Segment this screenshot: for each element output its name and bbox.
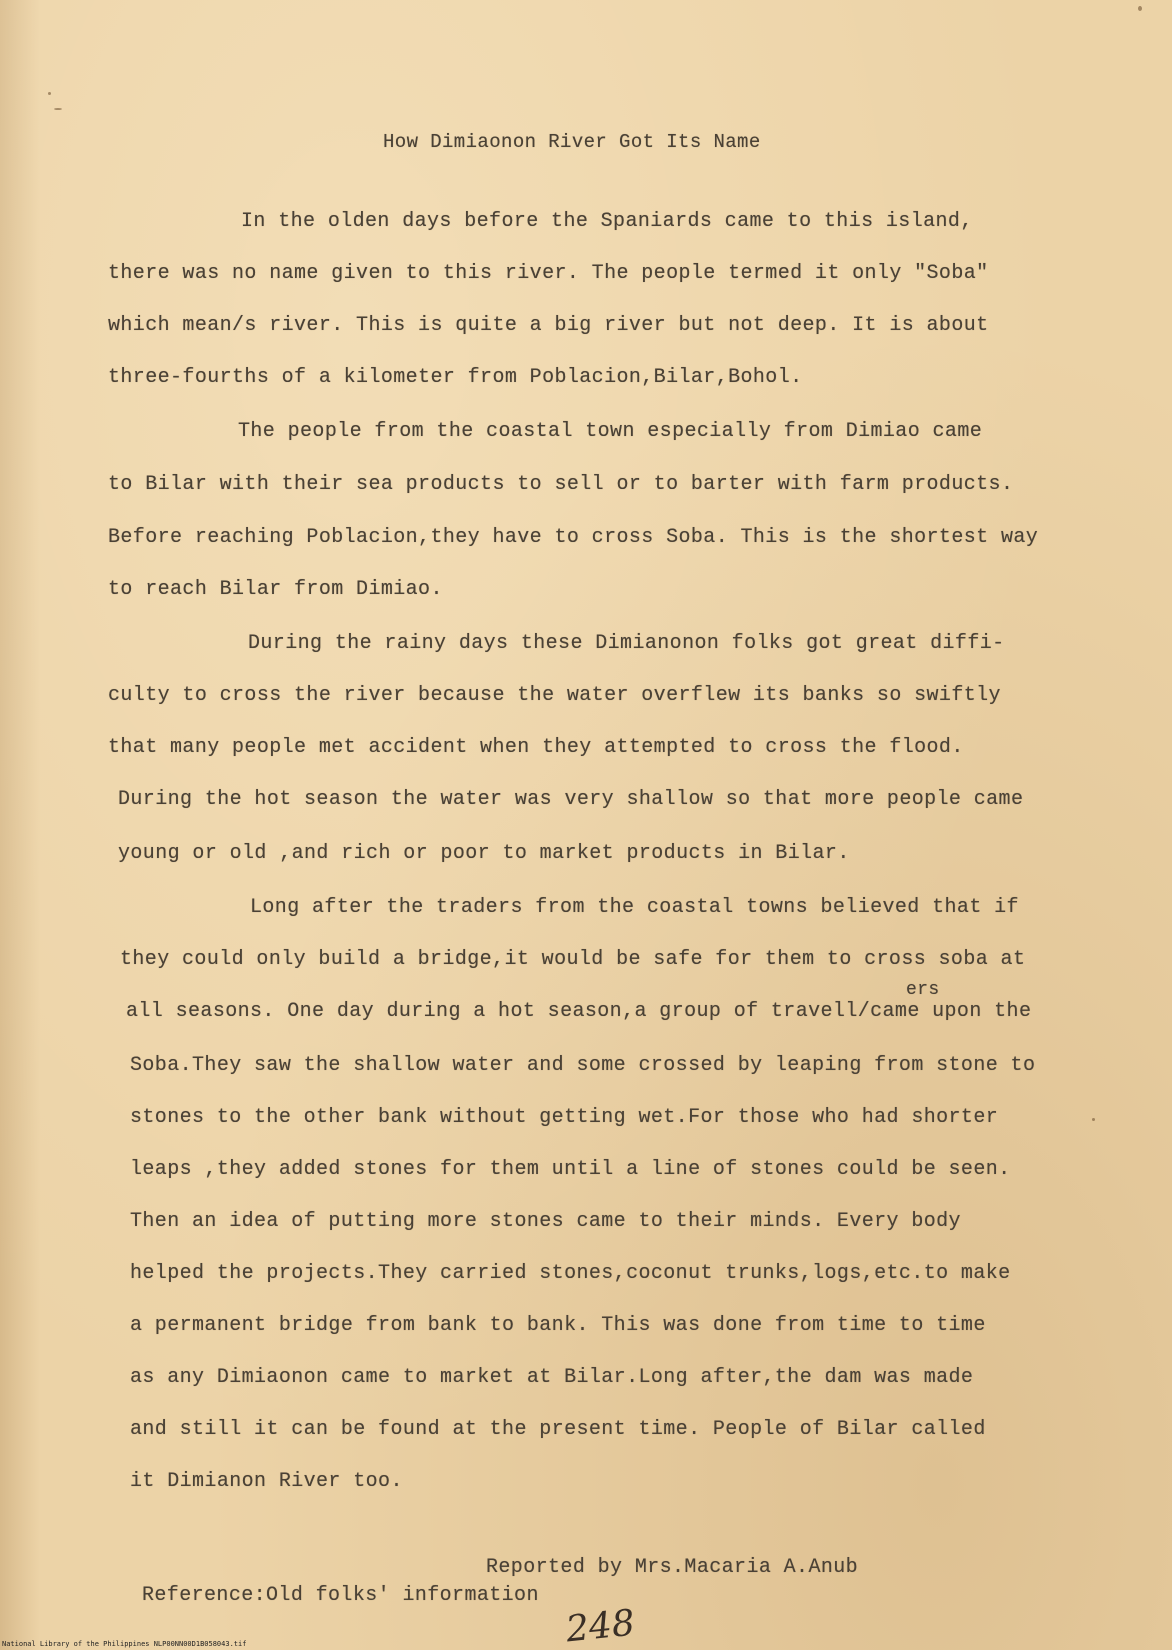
text-line: leaps ,they added stones for them until a line of stones could be seen.: [130, 1158, 1011, 1181]
text-line: stones to the other bank without getting wet.For those who had shorter: [130, 1106, 999, 1129]
page-number: 248: [564, 1602, 637, 1650]
text-line: In the olden days before the Spaniards came to this island,: [241, 210, 973, 233]
handwritten-insertion: ers: [906, 980, 940, 1000]
text-line: Long after the traders from the coastal towns believed that if: [250, 896, 1019, 919]
text-line: to reach Bilar from Dimiao.: [108, 578, 443, 601]
text-line: During the hot season the water was very shallow so that more people came: [118, 788, 1024, 811]
text-line: a permanent bridge from bank to bank. This was done from time to time: [130, 1314, 986, 1337]
text-line: which mean/s river. This is quite a big river but not deep. It is about: [108, 314, 989, 337]
text-line: Soba.They saw the shallow water and some crossed by leaping from stone to: [130, 1054, 1036, 1077]
text-line: helped the projects.They carried stones,coconut trunks,logs,etc.to make: [130, 1262, 1011, 1285]
reported-by: Reported by Mrs.Macaria A.Anub: [486, 1556, 859, 1579]
ink-speck: [1138, 6, 1142, 11]
text-line: to Bilar with their sea products to sell or to barter with farm products.: [108, 473, 1014, 496]
text-line: young or old ,and rich or poor to market products in Bilar.: [118, 842, 850, 865]
text-line: The people from the coastal town especially from Dimiao came: [238, 420, 983, 443]
document-title: How Dimiaonon River Got Its Name: [383, 131, 761, 153]
ink-speck: [1092, 1118, 1095, 1121]
text-line: it Dimianon River too.: [130, 1470, 403, 1493]
ink-speck: [54, 108, 62, 110]
text-line: Then an idea of putting more stones came to their minds. Every body: [130, 1210, 961, 1233]
text-line: that many people met accident when they attempted to cross the flood.: [108, 736, 964, 759]
text-line: and still it can be found at the present time. People of Bilar called: [130, 1418, 986, 1441]
archive-footer: National Library of the Philippines NLP00NN00D1B058043.tif: [2, 1640, 247, 1648]
ink-speck: [48, 92, 51, 95]
text-line: three-fourths of a kilometer from Poblacion,Bilar,Bohol.: [108, 366, 803, 389]
text-line: all seasons. One day during a hot season,a group of travell/came upon the: [126, 1000, 1032, 1023]
reference-note: Reference:Old folks' information: [142, 1584, 539, 1607]
text-line: as any Dimiaonon came to market at Bilar.Long after,the dam was made: [130, 1366, 974, 1389]
text-line: During the rainy days these Dimianonon folks got great diffi-: [248, 632, 1005, 655]
text-line: they could only build a bridge,it would be safe for them to cross soba at: [120, 948, 1026, 971]
text-line: there was no name given to this river. The people termed it only "Soba": [108, 262, 989, 285]
text-line: culty to cross the river because the water overflew its banks so swiftly: [108, 684, 1001, 707]
text-line: Before reaching Poblacion,they have to cross Soba. This is the shortest way: [108, 526, 1039, 549]
